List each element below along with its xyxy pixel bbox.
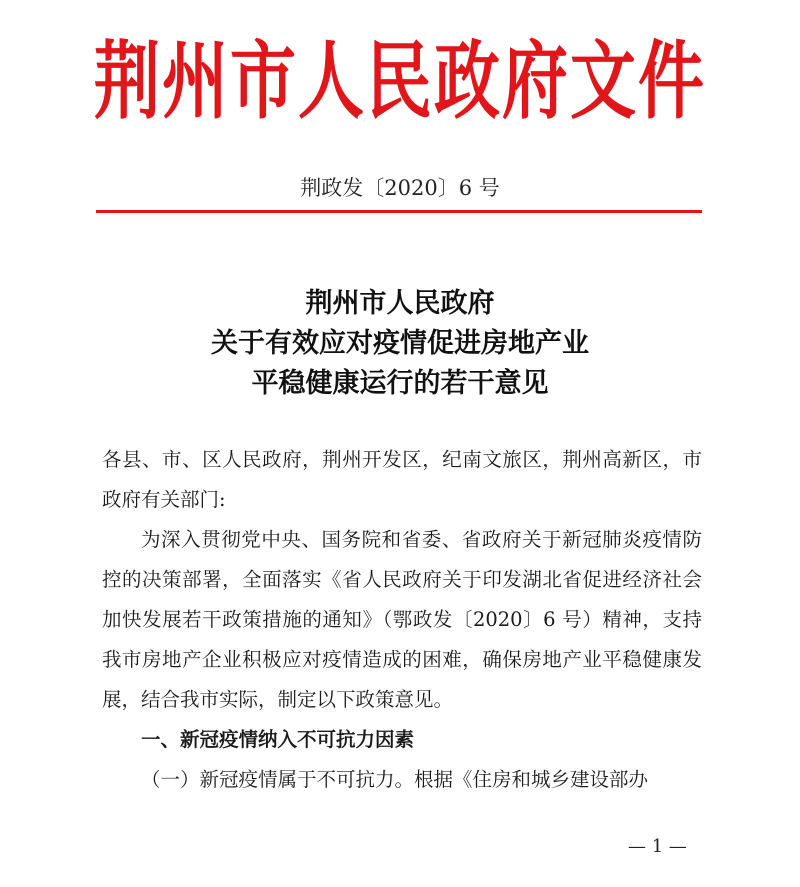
title-line: 荆州市人民政府 [305,288,495,319]
page-number: — 1 — [628,836,687,857]
addressee: 各县、市、区人民政府，荆州开发区，纪南文旅区，荆州高新区，市政府有关部门: [102,448,702,511]
section-heading: 一、新冠疫情纳入不可抗力因素 [141,728,415,751]
header-title: 荆州市人民政府文件 [94,32,706,131]
title-line: 平稳健康运行的若干意见 [251,368,549,399]
intro-paragraph: 为深入贯彻党中央、国务院和省委、省政府关于新冠肺炎疫情防控的决策部署，全面落实《省人民政府关于印发湖北省促进经济社会加快发展若干政策措施的通知》（鄂政发〔2020〕6 号）精神，支持我市房地产企业积极应对疫情造成的困难，确保房地产业平稳健康发展，结合我市实际，制定以下政策意见。 [102,528,702,711]
document-title [0,284,800,404]
document-body [102,440,702,800]
title-line: 关于有效应对疫情促进房地产业 [211,328,589,359]
document-number: 荆政发〔2020〕6 号 [300,176,500,200]
red-divider [96,210,702,213]
section-paragraph: （一）新冠疫情属于不可抗力。根据《住房和城乡建设部办 [141,768,649,791]
